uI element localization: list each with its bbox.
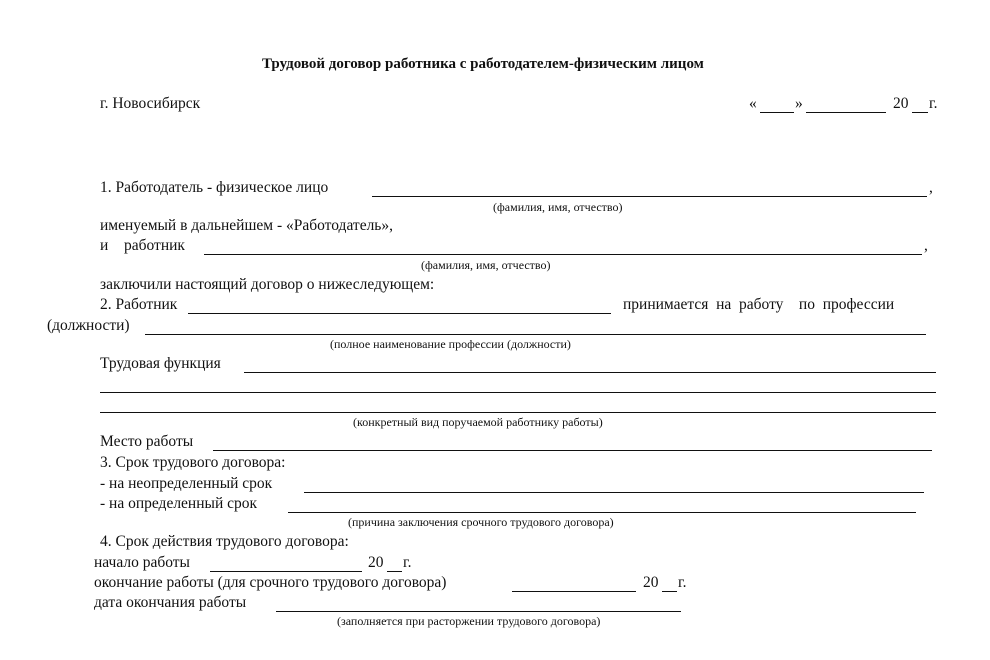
- end-date-field[interactable]: [512, 591, 636, 592]
- start-label: начало работы: [94, 554, 190, 571]
- employer-comma: ,: [929, 179, 933, 196]
- date-day-field[interactable]: [760, 112, 794, 113]
- indefinite-label: - на неопределенный срок: [100, 475, 273, 492]
- date-year-field[interactable]: [912, 112, 928, 113]
- accepted-text: принимается на работу по профессии: [623, 296, 895, 313]
- employer-label: 1. Работодатель - физическое лицо: [100, 179, 329, 196]
- date-month-field[interactable]: [806, 112, 886, 113]
- position-label: (должности): [47, 317, 130, 334]
- date-close-quote: »: [795, 95, 803, 112]
- end-date-label: дата окончания работы: [94, 594, 247, 611]
- definite-label: - на определенный срок: [100, 495, 258, 512]
- function-caption: (конкретный вид поручаемой работнику работы): [353, 415, 603, 429]
- section2-worker-field[interactable]: [188, 313, 611, 314]
- end-year-field[interactable]: [662, 591, 677, 592]
- definite-field[interactable]: [288, 512, 916, 513]
- worker-comma: ,: [924, 237, 928, 254]
- city-label: г. Новосибирск: [100, 95, 201, 112]
- date-year-prefix: 20: [893, 95, 909, 112]
- start-year-suffix: г.: [403, 554, 412, 571]
- date-open-quote: «: [749, 95, 757, 112]
- function-field-line-3[interactable]: [100, 412, 936, 413]
- workplace-label: Место работы: [100, 433, 194, 450]
- position-field[interactable]: [145, 334, 926, 335]
- referred-as-text: именуемый в дальнейшем - «Работодатель»,: [100, 217, 394, 234]
- definite-caption: (причина заключения срочного трудового договора): [348, 515, 614, 529]
- start-year-field[interactable]: [387, 571, 402, 572]
- workplace-field[interactable]: [213, 450, 932, 451]
- start-date-field[interactable]: [210, 571, 362, 572]
- concluded-text: заключили настоящий договор о нижеследующем:: [100, 276, 435, 293]
- worker-label: работник: [124, 237, 185, 254]
- document-title: Трудовой договор работника с работодателем-физическим лицом: [262, 56, 704, 72]
- end-date-actual-field[interactable]: [276, 611, 681, 612]
- start-year-prefix: 20: [368, 554, 384, 571]
- employer-name-field[interactable]: [372, 196, 927, 197]
- end-date-caption: (заполняется при расторжении трудового договора): [337, 614, 601, 628]
- date-year-suffix: г.: [929, 95, 938, 112]
- indefinite-field[interactable]: [304, 492, 924, 493]
- and-label: и: [100, 237, 109, 254]
- end-year-prefix: 20: [643, 574, 659, 591]
- section4-heading: 4. Срок действия трудового договора:: [100, 533, 349, 550]
- function-label: Трудовая функция: [100, 355, 221, 372]
- section2-worker-label: 2. Работник: [100, 296, 178, 313]
- function-field-line-1[interactable]: [244, 372, 936, 373]
- section3-heading: 3. Срок трудового договора:: [100, 454, 286, 471]
- worker-caption: (фамилия, имя, отчество): [421, 258, 551, 272]
- worker-name-field[interactable]: [204, 254, 922, 255]
- end-label: окончание работы (для срочного трудового договора): [94, 574, 447, 591]
- function-field-line-2[interactable]: [100, 392, 936, 393]
- end-year-suffix: г.: [678, 574, 687, 591]
- employer-caption: (фамилия, имя, отчество): [493, 200, 623, 214]
- position-caption: (полное наименование профессии (должности): [330, 337, 571, 351]
